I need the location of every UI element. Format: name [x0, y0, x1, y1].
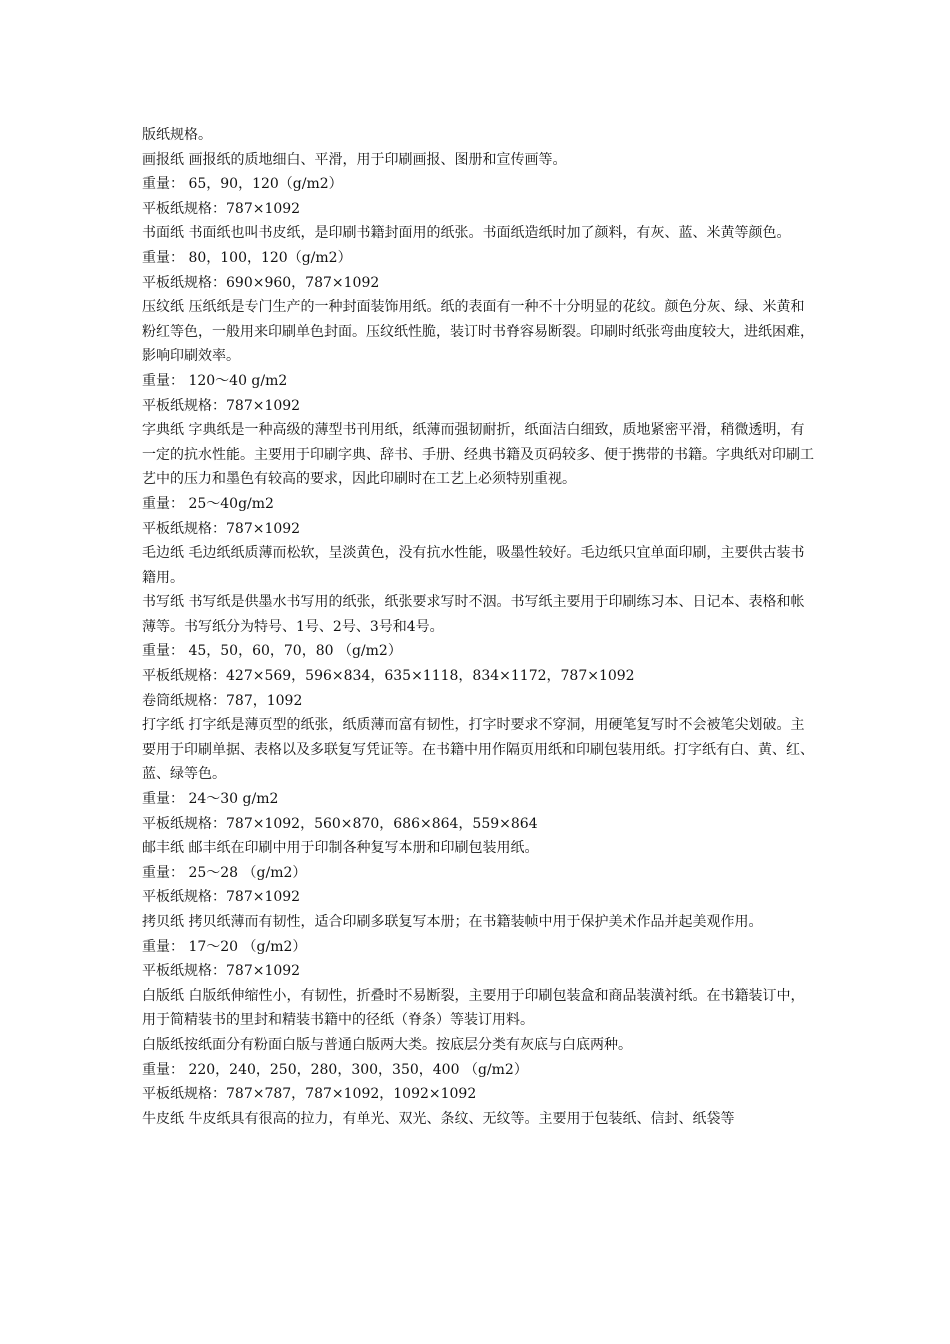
paragraph: 毛边纸 毛边纸纸质薄而松软，呈淡黄色，没有抗水性能，吸墨性较好。毛边纸只宜单面印刷，主要供古装书籍用。	[142, 545, 805, 586]
paragraph: 平板纸规格：787×1092，560×870，686×864，559×864	[142, 815, 538, 832]
paragraph: 平板纸规格：787×1092	[142, 397, 301, 414]
paragraph: 平板纸规格：787×787，787×1092，1092×1092	[142, 1086, 477, 1103]
paragraph: 卷筒纸规格：787，1092	[142, 692, 303, 709]
paragraph: 拷贝纸 拷贝纸薄而有韧性，适合印刷多联复写本册；在书籍装帧中用于保护美术作品并起美观作用。	[142, 914, 763, 930]
document-body	[142, 123, 814, 1131]
paragraph: 平板纸规格：787×1092	[142, 889, 301, 906]
paragraph: 压纹纸 压纸纸是专门生产的一种封面装饰用纸。纸的表面有一种不十分明显的花纹。颜色分灰、绿、米黄和粉红等色，一般用来印刷单色封面。压纹纸性脆，装订时书脊容易断裂。印刷时纸张弯曲度较大，进纸困难，影响印刷效率。	[142, 299, 814, 365]
paragraph: 版纸规格。	[142, 127, 212, 143]
paragraph: 平板纸规格：787×1092	[142, 963, 301, 980]
paragraph: 重量： 120～40 g/m2	[142, 372, 288, 389]
paragraph: 重量： 220，240，250，280，300，350，400 （g/m2）	[142, 1061, 528, 1078]
paragraph: 重量： 65，90，120（g/m2）	[142, 176, 343, 193]
paragraph: 白版纸按纸面分有粉面白版与普通白版两大类。按底层分类有灰底与白底两种。	[142, 1036, 632, 1053]
paragraph: 重量： 80，100，120（g/m2）	[142, 249, 352, 266]
paragraph: 书写纸 书写纸是供墨水书写用的纸张，纸张要求写时不洇。书写纸主要用于印刷练习本、日记本、表格和帐薄等。书写纸分为特号、1号、2号、3号和4号。	[142, 594, 805, 635]
paragraph: 重量： 17～20 （g/m2）	[142, 938, 307, 955]
paragraph: 画报纸 画报纸的质地细白、平滑，用于印刷画报、图册和宣传画等。	[142, 151, 567, 168]
paragraph: 平板纸规格：787×1092	[142, 200, 301, 217]
paragraph: 平板纸规格：787×1092	[142, 520, 301, 537]
paragraph: 牛皮纸 牛皮纸具有很高的拉力，有单光、双光、条纹、无纹等。主要用于包装纸、信封、纸袋等	[142, 1110, 735, 1127]
paragraph: 字典纸 字典纸是一种高级的薄型书刊用纸，纸薄而强韧耐折，纸面洁白细致，质地紧密平滑，稍微透明，有一定的抗水性能。主要用于印刷字典、辞书、手册、经典书籍及页码较多、便于携带的书籍。字典纸对印刷工艺中的压力和墨色有较高的要求，因此印刷时在工艺上必须特别重视。	[142, 422, 814, 488]
paragraph: 重量： 25～28 （g/m2）	[142, 864, 307, 881]
paragraph: 重量： 24～30 g/m2	[142, 791, 279, 808]
paragraph: 平板纸规格：427×569，596×834，635×1118，834×1172，787×1092	[142, 668, 635, 685]
paragraph: 打字纸 打字纸是薄页型的纸张，纸质薄而富有韧性，打字时要求不穿洞，用硬笔复写时不会被笔尖划破。主要用于印刷单据、表格以及多联复写凭证等。在书籍中用作隔页用纸和印刷包装用纸。打字纸有白、黄、红、蓝、绿等色。	[142, 717, 814, 783]
paragraph: 书面纸 书面纸也叫书皮纸，是印刷书籍封面用的纸张。书面纸造纸时加了颜料，有灰、蓝、米黄等颜色。	[142, 225, 791, 242]
paragraph: 白版纸 白版纸伸缩性小，有韧性，折叠时不易断裂，主要用于印刷包装盒和商品装潢衬纸。在书籍装订中，用于简精装书的里封和精装书籍中的径纸（脊条）等装订用料。	[142, 987, 805, 1029]
paragraph: 平板纸规格：690×960，787×1092	[142, 274, 380, 291]
paragraph: 重量： 25～40g/m2	[142, 495, 274, 512]
paragraph: 邮丰纸 邮丰纸在印刷中用于印制各种复写本册和印刷包装用纸。	[142, 840, 539, 857]
paragraph: 重量： 45，50，60，70，80 （g/m2）	[142, 643, 402, 660]
